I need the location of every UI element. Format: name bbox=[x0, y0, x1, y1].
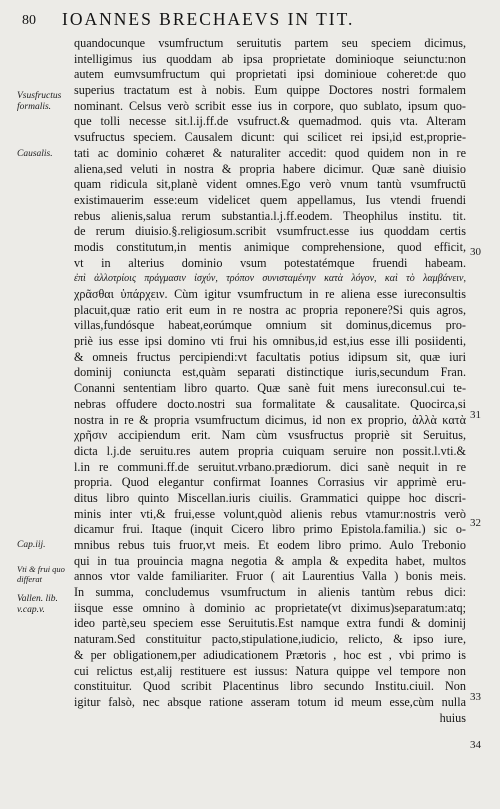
text-line: vsufructus speciem. Causalem dicunt: qui scilicet rei ipsi,id est,proprie- bbox=[74, 130, 466, 145]
text-line: dominij coniuncta est,quàm separati distinctique iuris,secundum Fran. bbox=[74, 365, 466, 380]
margin-note: Vallen. lib. v.cap.v. bbox=[17, 594, 58, 615]
text-line: ideo partè,seu speciem esse Seruitutis.Est namque extra fundi & dominij bbox=[74, 616, 466, 631]
text-line: igitur falsò, nec absque ratione asseram totum id meum esse,cùm nulla bbox=[74, 694, 466, 709]
text-line: propria. Quod elegantur confirmat Ioannes Corrasius vir apprimè eru- bbox=[74, 475, 466, 490]
page-number: 80 bbox=[22, 13, 36, 28]
text-line: nostra in re & propria vsumfructum dicimus, id non ex proprio, ἀλλὰ κατὰ bbox=[74, 412, 466, 427]
text-line: χρᾶσθαι ὑπάρχειν. Cùm igitur vsumfructum in re aliena esse iureconsultis bbox=[74, 287, 466, 301]
text-line: dicamur frui. Itaque (inquit Cicero libro primo Epistola.familia.) sic o- bbox=[74, 522, 466, 537]
margin-note: Vti & frui quo differat bbox=[17, 564, 65, 584]
margin-note: Vsusfructus formalis. bbox=[17, 91, 62, 112]
text-line: ditus libro quinto Miscellan.iuris ciuilis. Grammatici quippe hoc discri- bbox=[74, 490, 466, 505]
text-line: qui in tua prouincia magna negotia & ampla & expedita habet, multos bbox=[74, 553, 466, 568]
text-line: Conanni sententiam libro quarto. Quæ sanè fuit mens iureconsul.cui te- bbox=[74, 381, 466, 396]
margin-number: 34 bbox=[470, 739, 481, 751]
text-line: mnibus rebus tuis fruor,vt meis. Et eodem libro primo. Aulo Trebonio bbox=[74, 538, 466, 552]
text-line: l.in re communi.ff.de seruitut.vrbano.prædiorum. dici sanè nequit in re bbox=[74, 459, 466, 474]
text-line: villas,fundósque habeat,eorúmque omnium sit dominus,dicemus pro- bbox=[74, 318, 466, 333]
text-line: minis inter vti,& frui,esse volunt,quòd alienis rebus vtamur:nostris verò bbox=[74, 506, 466, 521]
text-line: rebus alienis,salua rerum substantia.l.j.ff.eodem. Theophilus institu. tit. bbox=[74, 208, 466, 223]
text-line: iisque esse omnino à dominio ac proprietate(vt diximus)separatum:atq; bbox=[74, 600, 466, 615]
margin-number: 31 bbox=[470, 409, 481, 421]
text-line: modis constitutum,in mentis animique comprehensione, quod efficit, bbox=[74, 239, 466, 254]
text-line: quandocunque vsumfructum seruitutis partem seu speciem dicimus, bbox=[74, 36, 466, 50]
text-line: naturam.Sed constituitur pacto,stipulatione,iudicio, relicto, & ipso iure, bbox=[74, 632, 466, 647]
body-text bbox=[74, 36, 466, 726]
margin-number: 33 bbox=[470, 691, 481, 703]
text-line: intelligimus ius quoddam ab ipsa proprietate dominioque seiunctu:non bbox=[74, 51, 466, 66]
text-line: quam ridicula sit,planè vident omnes.Ego verò vnum tantù vsumfructū bbox=[74, 177, 466, 192]
text-line: cui relictus est,alij restituere est iussus: Natura quippe vel tempore non bbox=[74, 663, 466, 678]
text-line: annos vtor valde familiariter. Fruor ( ait Laurentius Valla ) bonis meis. bbox=[74, 569, 466, 584]
text-line: tati ac dominio cohæret & naturaliter accedit: quod quidem non in re bbox=[74, 145, 466, 160]
text-line: autem eumvsumfructum qui proprietati ipsi dominioue coheret:de quo bbox=[74, 67, 466, 82]
text-line: de rerum diuisio.§.religiosum.scribit vsumfruct.esse ius quoddam certis bbox=[74, 224, 466, 239]
text-line: & omneis fructus percipiendi:vt facultatis potius idipsum sit, quæ iuri bbox=[74, 349, 466, 364]
margin-number: 32 bbox=[470, 517, 481, 529]
margin-number: 30 bbox=[470, 246, 481, 258]
margin-note: Cap.iij. bbox=[17, 540, 46, 550]
running-title: IOANNES BRECHAEVS IN TIT. bbox=[62, 9, 355, 29]
text-line: existimauerim esse:eum videlicet quem appellamus, Ius vtendi fruendi bbox=[74, 192, 466, 207]
text-line: constituitur. Quod scribit Placentinus libro secundo Institu.ciuil. Non bbox=[74, 679, 466, 694]
catchword: huius bbox=[439, 710, 466, 725]
text-line: priè ius esse ipsi domino vti frui his omnibus,id est,ius esse illi posiidenti, bbox=[74, 334, 466, 349]
text-line: In summa, concludemus vsumfructum in alienis tantùm rebus dici: bbox=[74, 585, 466, 600]
greek-text-line: ἐπὶ ἀλλοτρίοις πράγμασιν ἰσχύν, τρόπον συνισταμένην κατὰ λόγον, καὶ τὸ λαμβάνειν, bbox=[74, 273, 466, 285]
text-line: dicta l.j.de seruitu.res autem propria cuiquam seruire non possit.l.vti.& bbox=[74, 443, 466, 458]
text-line: χρῆσιν accipiendum erit. Nam cùm vsusfructus propriè sit Seruitus, bbox=[74, 428, 466, 443]
text-line: placuit,quæ ratio erit eum in re nostra ac propria reponere?Si quis agros, bbox=[74, 302, 466, 317]
text-line: superius tractatum est à nobis. Eum quippe Doctores nostri formalem bbox=[74, 83, 466, 98]
text-line: vt in alterius dominio vsum potestatémque fruendi habeam. bbox=[74, 255, 466, 270]
text-line: nebras offudere docto.nostri sua formalitate & causalitate. Quocirca,si bbox=[74, 396, 466, 411]
text-line: nominant. Celsus verò scribit esse ius in corpore, quo sublato, ipsum quo- bbox=[74, 98, 466, 113]
text-line: & per obligationem,per adiudicationem Prætoris , hoc est , vbi primo is bbox=[74, 647, 466, 662]
text-line: aliena,sed veluti in nostra & propria habere dicimur. Quæ sanè diuisio bbox=[74, 161, 466, 176]
page-header bbox=[22, 9, 482, 31]
text-line: que tolli necesse sit.l.ij.ff.de vsufruct.& quemadmod. quis vta. Alteram bbox=[74, 114, 466, 129]
margin-note: Causalis. bbox=[17, 149, 53, 159]
